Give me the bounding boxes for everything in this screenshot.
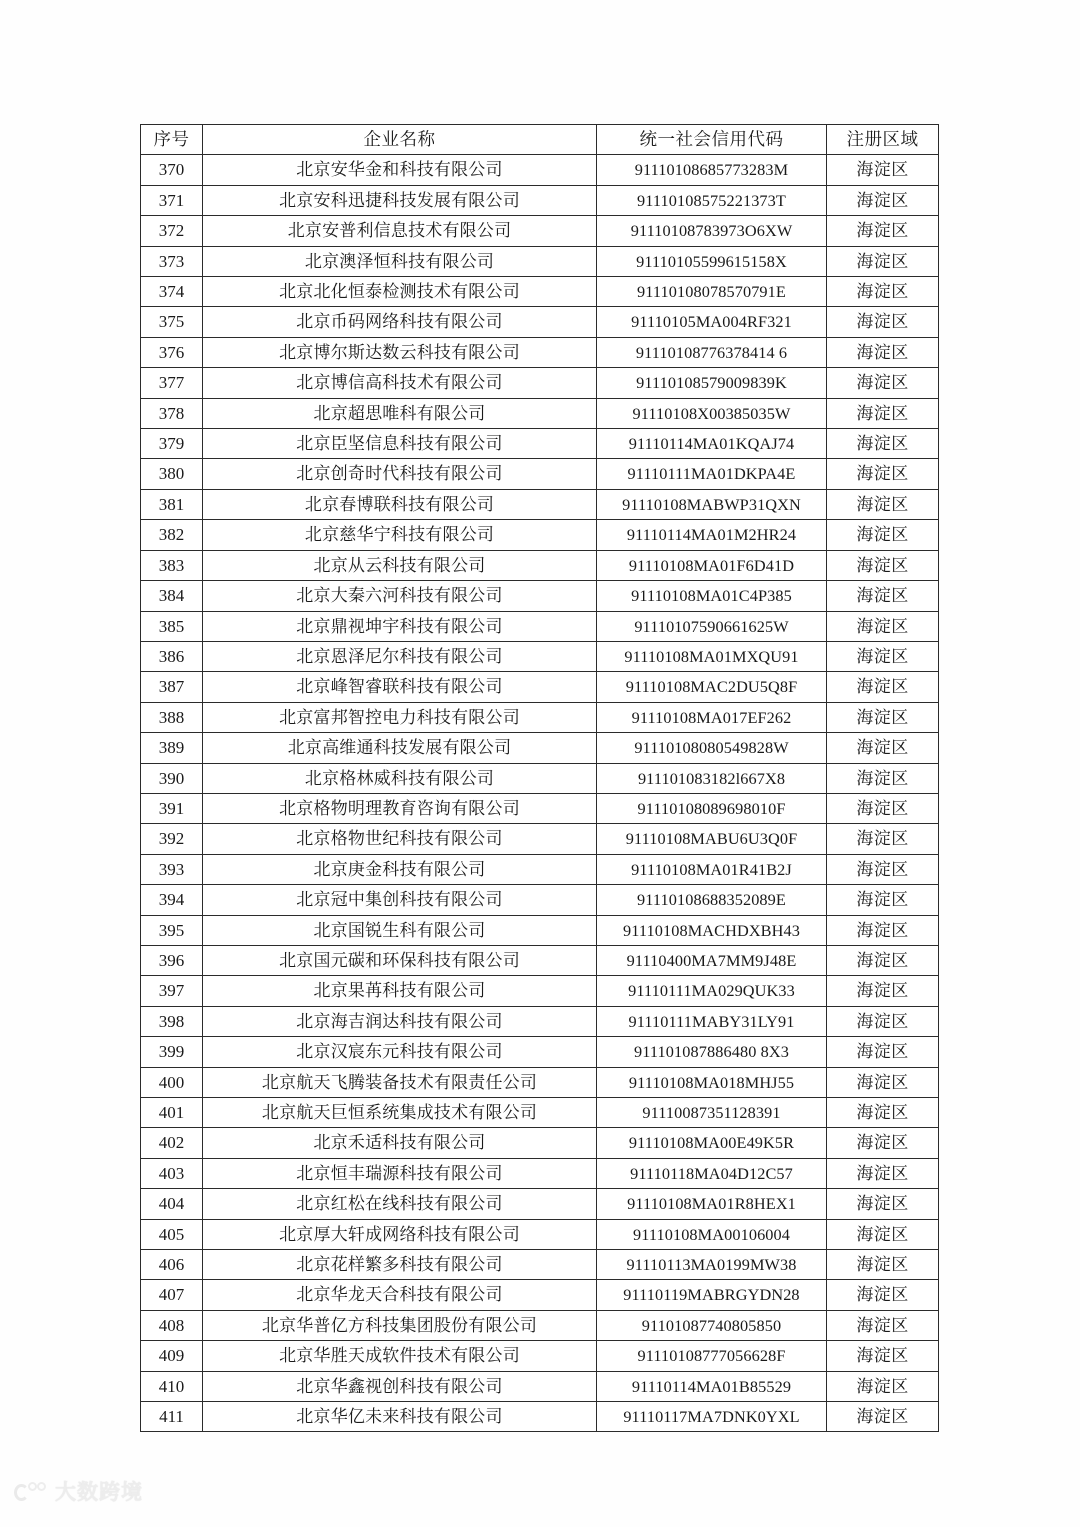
cell-sequence-number: 373: [141, 246, 203, 276]
table-row: [141, 793, 939, 823]
cell-registration-area: 海淀区: [827, 1280, 939, 1310]
cell-enterprise-name: 北京恩泽尼尔科技有限公司: [203, 641, 597, 671]
cell-credit-code: 91110087351128391: [597, 1098, 827, 1128]
cell-enterprise-name: 北京庚金科技有限公司: [203, 854, 597, 884]
table-row: [141, 1098, 939, 1128]
cell-enterprise-name: 北京鼎视坤宇科技有限公司: [203, 611, 597, 641]
cell-registration-area: 海淀区: [827, 489, 939, 519]
table-row: [141, 915, 939, 945]
table-row: [141, 246, 939, 276]
cell-registration-area: 海淀区: [827, 368, 939, 398]
cell-enterprise-name: 北京汉宸东元科技有限公司: [203, 1037, 597, 1067]
cell-registration-area: 海淀区: [827, 915, 939, 945]
cell-credit-code: 91110108MA00E49K5R: [597, 1128, 827, 1158]
cell-registration-area: 海淀区: [827, 1128, 939, 1158]
cell-sequence-number: 384: [141, 581, 203, 611]
table-row: [141, 1280, 939, 1310]
cell-credit-code: 91110117MA7DNK0YXL: [597, 1402, 827, 1432]
cell-sequence-number: 408: [141, 1310, 203, 1340]
cell-enterprise-name: 北京安华金和科技有限公司: [203, 155, 597, 185]
cell-sequence-number: 395: [141, 915, 203, 945]
cell-enterprise-name: 北京果苒科技有限公司: [203, 976, 597, 1006]
cell-sequence-number: 376: [141, 337, 203, 367]
cell-sequence-number: 399: [141, 1037, 203, 1067]
cell-credit-code: 91110119MABRGYDN28: [597, 1280, 827, 1310]
table-row: [141, 398, 939, 428]
cell-credit-code: 91110108688352089E: [597, 885, 827, 915]
cell-enterprise-name: 北京航天巨恒系统集成技术有限公司: [203, 1098, 597, 1128]
cell-enterprise-name: 北京恒丰瑞源科技有限公司: [203, 1158, 597, 1188]
cell-enterprise-name: 北京币码网络科技有限公司: [203, 307, 597, 337]
cell-registration-area: 海淀区: [827, 824, 939, 854]
cell-credit-code: 91110108575221373T: [597, 185, 827, 215]
column-header-code: 统一社会信用代码: [597, 125, 827, 155]
cell-sequence-number: 385: [141, 611, 203, 641]
cell-sequence-number: 378: [141, 398, 203, 428]
cell-registration-area: 海淀区: [827, 398, 939, 428]
cell-registration-area: 海淀区: [827, 581, 939, 611]
table-header: [141, 125, 939, 155]
cell-sequence-number: 401: [141, 1098, 203, 1128]
cell-credit-code: 91110108MACHDXBH43: [597, 915, 827, 945]
cell-sequence-number: 381: [141, 489, 203, 519]
table-row: [141, 854, 939, 884]
cell-credit-code: 91110400MA7MM9J48E: [597, 945, 827, 975]
cell-enterprise-name: 北京华鑫视创科技有限公司: [203, 1371, 597, 1401]
table-row: [141, 489, 939, 519]
cell-registration-area: 海淀区: [827, 702, 939, 732]
cell-registration-area: 海淀区: [827, 1402, 939, 1432]
cell-enterprise-name: 北京华亿未来科技有限公司: [203, 1402, 597, 1432]
cell-registration-area: 海淀区: [827, 307, 939, 337]
cell-sequence-number: 391: [141, 793, 203, 823]
cell-sequence-number: 404: [141, 1189, 203, 1219]
table-row: [141, 945, 939, 975]
cell-credit-code: 91110108776378414 6: [597, 337, 827, 367]
cell-registration-area: 海淀区: [827, 459, 939, 489]
cell-enterprise-name: 北京臣坚信息科技有限公司: [203, 429, 597, 459]
cell-credit-code: 91110108MABWP31QXN: [597, 489, 827, 519]
table-row: [141, 641, 939, 671]
cell-sequence-number: 400: [141, 1067, 203, 1097]
table-row: [141, 1310, 939, 1340]
cell-credit-code: 91110108MA01R41B2J: [597, 854, 827, 884]
table-row: [141, 1341, 939, 1371]
table-row: [141, 1371, 939, 1401]
cell-registration-area: 海淀区: [827, 1341, 939, 1371]
cell-enterprise-name: 北京从云科技有限公司: [203, 550, 597, 580]
table-header-row: [141, 125, 939, 155]
cell-sequence-number: 402: [141, 1128, 203, 1158]
table-row: [141, 185, 939, 215]
cell-registration-area: 海淀区: [827, 1189, 939, 1219]
cell-enterprise-name: 北京大秦六河科技有限公司: [203, 581, 597, 611]
cell-sequence-number: 374: [141, 277, 203, 307]
cell-credit-code: 91110108777056628F: [597, 1341, 827, 1371]
cell-registration-area: 海淀区: [827, 945, 939, 975]
cell-enterprise-name: 北京厚大轩成网络科技有限公司: [203, 1219, 597, 1249]
cell-registration-area: 海淀区: [827, 1067, 939, 1097]
cell-enterprise-name: 北京安科迅捷科技发展有限公司: [203, 185, 597, 215]
cell-registration-area: 海淀区: [827, 246, 939, 276]
table-row: [141, 1158, 939, 1188]
cell-enterprise-name: 北京北化恒泰检测技术有限公司: [203, 277, 597, 307]
cell-enterprise-name: 北京航天飞腾装备技术有限责任公司: [203, 1067, 597, 1097]
cell-credit-code: 91110108MA01R8HEX1: [597, 1189, 827, 1219]
cell-credit-code: 91110114MA01B85529: [597, 1371, 827, 1401]
cell-enterprise-name: 北京创奇时代科技有限公司: [203, 459, 597, 489]
cell-sequence-number: 380: [141, 459, 203, 489]
cell-enterprise-name: 北京超思唯科有限公司: [203, 398, 597, 428]
table-row: [141, 1006, 939, 1036]
cell-registration-area: 海淀区: [827, 976, 939, 1006]
cell-credit-code: 911101087886480 8X3: [597, 1037, 827, 1067]
cell-enterprise-name: 北京安普利信息技术有限公司: [203, 216, 597, 246]
cell-sequence-number: 405: [141, 1219, 203, 1249]
cell-credit-code: 91110108MA01C4P385: [597, 581, 827, 611]
cell-sequence-number: 375: [141, 307, 203, 337]
cell-credit-code: 91110108X00385035W: [597, 398, 827, 428]
cell-credit-code: 91110108MA018MHJ55: [597, 1067, 827, 1097]
table-row: [141, 733, 939, 763]
cell-sequence-number: 397: [141, 976, 203, 1006]
table-row: [141, 1250, 939, 1280]
cell-enterprise-name: 北京冠中集创科技有限公司: [203, 885, 597, 915]
table-row: [141, 824, 939, 854]
cell-registration-area: 海淀区: [827, 337, 939, 367]
table-row: [141, 976, 939, 1006]
table-row: [141, 277, 939, 307]
cell-sequence-number: 403: [141, 1158, 203, 1188]
cell-enterprise-name: 北京海吉润达科技有限公司: [203, 1006, 597, 1036]
cell-sequence-number: 406: [141, 1250, 203, 1280]
cell-sequence-number: 389: [141, 733, 203, 763]
cell-sequence-number: 372: [141, 216, 203, 246]
cell-credit-code: 91110118MA04D12C57: [597, 1158, 827, 1188]
cell-sequence-number: 387: [141, 672, 203, 702]
cell-enterprise-name: 北京禾适科技有限公司: [203, 1128, 597, 1158]
column-header-name: 企业名称: [203, 125, 597, 155]
cell-sequence-number: 409: [141, 1341, 203, 1371]
cell-credit-code: 91110108579009839K: [597, 368, 827, 398]
table-row: [141, 459, 939, 489]
cell-registration-area: 海淀区: [827, 854, 939, 884]
cell-registration-area: 海淀区: [827, 1219, 939, 1249]
cell-registration-area: 海淀区: [827, 672, 939, 702]
cell-credit-code: 91110108MA01MXQU91: [597, 641, 827, 671]
cell-sequence-number: 411: [141, 1402, 203, 1432]
table-row: [141, 1067, 939, 1097]
cell-enterprise-name: 北京博信高科技术有限公司: [203, 368, 597, 398]
cell-credit-code: 91110108MAC2DU5Q8F: [597, 672, 827, 702]
cell-sequence-number: 398: [141, 1006, 203, 1036]
table-body: [141, 155, 939, 1432]
cell-enterprise-name: 北京华胜天成软件技术有限公司: [203, 1341, 597, 1371]
cell-sequence-number: 388: [141, 702, 203, 732]
cell-sequence-number: 386: [141, 641, 203, 671]
cell-registration-area: 海淀区: [827, 641, 939, 671]
cell-credit-code: 91110108080549828W: [597, 733, 827, 763]
cell-registration-area: 海淀区: [827, 1158, 939, 1188]
cell-registration-area: 海淀区: [827, 1006, 939, 1036]
cell-credit-code: 91110113MA0199MW38: [597, 1250, 827, 1280]
cell-sequence-number: 410: [141, 1371, 203, 1401]
cell-registration-area: 海淀区: [827, 885, 939, 915]
cell-registration-area: 海淀区: [827, 185, 939, 215]
table-row: [141, 429, 939, 459]
cell-sequence-number: 393: [141, 854, 203, 884]
table-row: [141, 368, 939, 398]
cell-enterprise-name: 北京华普亿方科技集团股份有限公司: [203, 1310, 597, 1340]
cell-credit-code: 911101083182l667X8: [597, 763, 827, 793]
table-row: [141, 1189, 939, 1219]
cell-sequence-number: 392: [141, 824, 203, 854]
cell-credit-code: 91110108MA00106004: [597, 1219, 827, 1249]
table-row: [141, 307, 939, 337]
cell-sequence-number: 371: [141, 185, 203, 215]
cell-registration-area: 海淀区: [827, 793, 939, 823]
cell-credit-code: 91110108783973O6XW: [597, 216, 827, 246]
cell-registration-area: 海淀区: [827, 429, 939, 459]
table-row: [141, 1402, 939, 1432]
cell-enterprise-name: 北京格物明理教育咨询有限公司: [203, 793, 597, 823]
cell-credit-code: 91110111MA029QUK33: [597, 976, 827, 1006]
cell-enterprise-name: 北京国元碳和环保科技有限公司: [203, 945, 597, 975]
cell-sequence-number: 396: [141, 945, 203, 975]
cell-sequence-number: 407: [141, 1280, 203, 1310]
cell-credit-code: 91110108089698010F: [597, 793, 827, 823]
table-row: [141, 1219, 939, 1249]
watermark: [14, 1482, 143, 1504]
cell-registration-area: 海淀区: [827, 1037, 939, 1067]
cell-registration-area: 海淀区: [827, 277, 939, 307]
enterprise-table: [140, 124, 939, 1432]
cell-registration-area: 海淀区: [827, 1310, 939, 1340]
dashu-circles-logo-icon: [14, 1482, 48, 1504]
enterprise-table-container: [140, 124, 938, 1432]
cell-enterprise-name: 北京格物世纪科技有限公司: [203, 824, 597, 854]
cell-sequence-number: 370: [141, 155, 203, 185]
cell-registration-area: 海淀区: [827, 1098, 939, 1128]
cell-credit-code: 91110107590661625W: [597, 611, 827, 641]
table-row: [141, 611, 939, 641]
cell-sequence-number: 377: [141, 368, 203, 398]
cell-enterprise-name: 北京花样繁多科技有限公司: [203, 1250, 597, 1280]
table-row: [141, 763, 939, 793]
cell-registration-area: 海淀区: [827, 611, 939, 641]
cell-enterprise-name: 北京峰智睿联科技有限公司: [203, 672, 597, 702]
table-row: [141, 1128, 939, 1158]
cell-sequence-number: 394: [141, 885, 203, 915]
cell-credit-code: 91110114MA01KQAJ74: [597, 429, 827, 459]
cell-enterprise-name: 北京高维通科技发展有限公司: [203, 733, 597, 763]
cell-registration-area: 海淀区: [827, 216, 939, 246]
cell-sequence-number: 390: [141, 763, 203, 793]
cell-credit-code: 91110108MA01F6D41D: [597, 550, 827, 580]
cell-sequence-number: 379: [141, 429, 203, 459]
cell-credit-code: 91101087740805850: [597, 1310, 827, 1340]
table-row: [141, 702, 939, 732]
cell-enterprise-name: 北京国锐生科有限公司: [203, 915, 597, 945]
cell-registration-area: 海淀区: [827, 550, 939, 580]
cell-enterprise-name: 北京格林威科技有限公司: [203, 763, 597, 793]
cell-enterprise-name: 北京红松在线科技有限公司: [203, 1189, 597, 1219]
table-row: [141, 1037, 939, 1067]
table-row: [141, 885, 939, 915]
cell-sequence-number: 383: [141, 550, 203, 580]
cell-registration-area: 海淀区: [827, 520, 939, 550]
cell-registration-area: 海淀区: [827, 1371, 939, 1401]
cell-registration-area: 海淀区: [827, 155, 939, 185]
cell-credit-code: 91110111MABY31LY91: [597, 1006, 827, 1036]
column-header-area: 注册区域: [827, 125, 939, 155]
cell-enterprise-name: 北京博尔斯达数云科技有限公司: [203, 337, 597, 367]
cell-registration-area: 海淀区: [827, 733, 939, 763]
cell-credit-code: 91110108MABU6U3Q0F: [597, 824, 827, 854]
table-row: [141, 581, 939, 611]
cell-credit-code: 91110108MA017EF262: [597, 702, 827, 732]
cell-enterprise-name: 北京春博联科技有限公司: [203, 489, 597, 519]
table-row: [141, 520, 939, 550]
table-row: [141, 550, 939, 580]
table-row: [141, 672, 939, 702]
cell-registration-area: 海淀区: [827, 763, 939, 793]
cell-registration-area: 海淀区: [827, 1250, 939, 1280]
cell-enterprise-name: 北京华龙天合科技有限公司: [203, 1280, 597, 1310]
cell-credit-code: 91110105599615158X: [597, 246, 827, 276]
cell-credit-code: 91110111MA01DKPA4E: [597, 459, 827, 489]
cell-credit-code: 91110108685773283M: [597, 155, 827, 185]
table-row: [141, 155, 939, 185]
cell-credit-code: 91110105MA004RF321: [597, 307, 827, 337]
watermark-label: 大数跨境: [55, 1481, 143, 1504]
cell-credit-code: 91110108078570791E: [597, 277, 827, 307]
table-row: [141, 216, 939, 246]
column-header-index: 序号: [141, 125, 203, 155]
table-row: [141, 337, 939, 367]
cell-enterprise-name: 北京慈华宁科技有限公司: [203, 520, 597, 550]
cell-enterprise-name: 北京澳泽恒科技有限公司: [203, 246, 597, 276]
cell-credit-code: 91110114MA01M2HR24: [597, 520, 827, 550]
cell-sequence-number: 382: [141, 520, 203, 550]
cell-enterprise-name: 北京富邦智控电力科技有限公司: [203, 702, 597, 732]
